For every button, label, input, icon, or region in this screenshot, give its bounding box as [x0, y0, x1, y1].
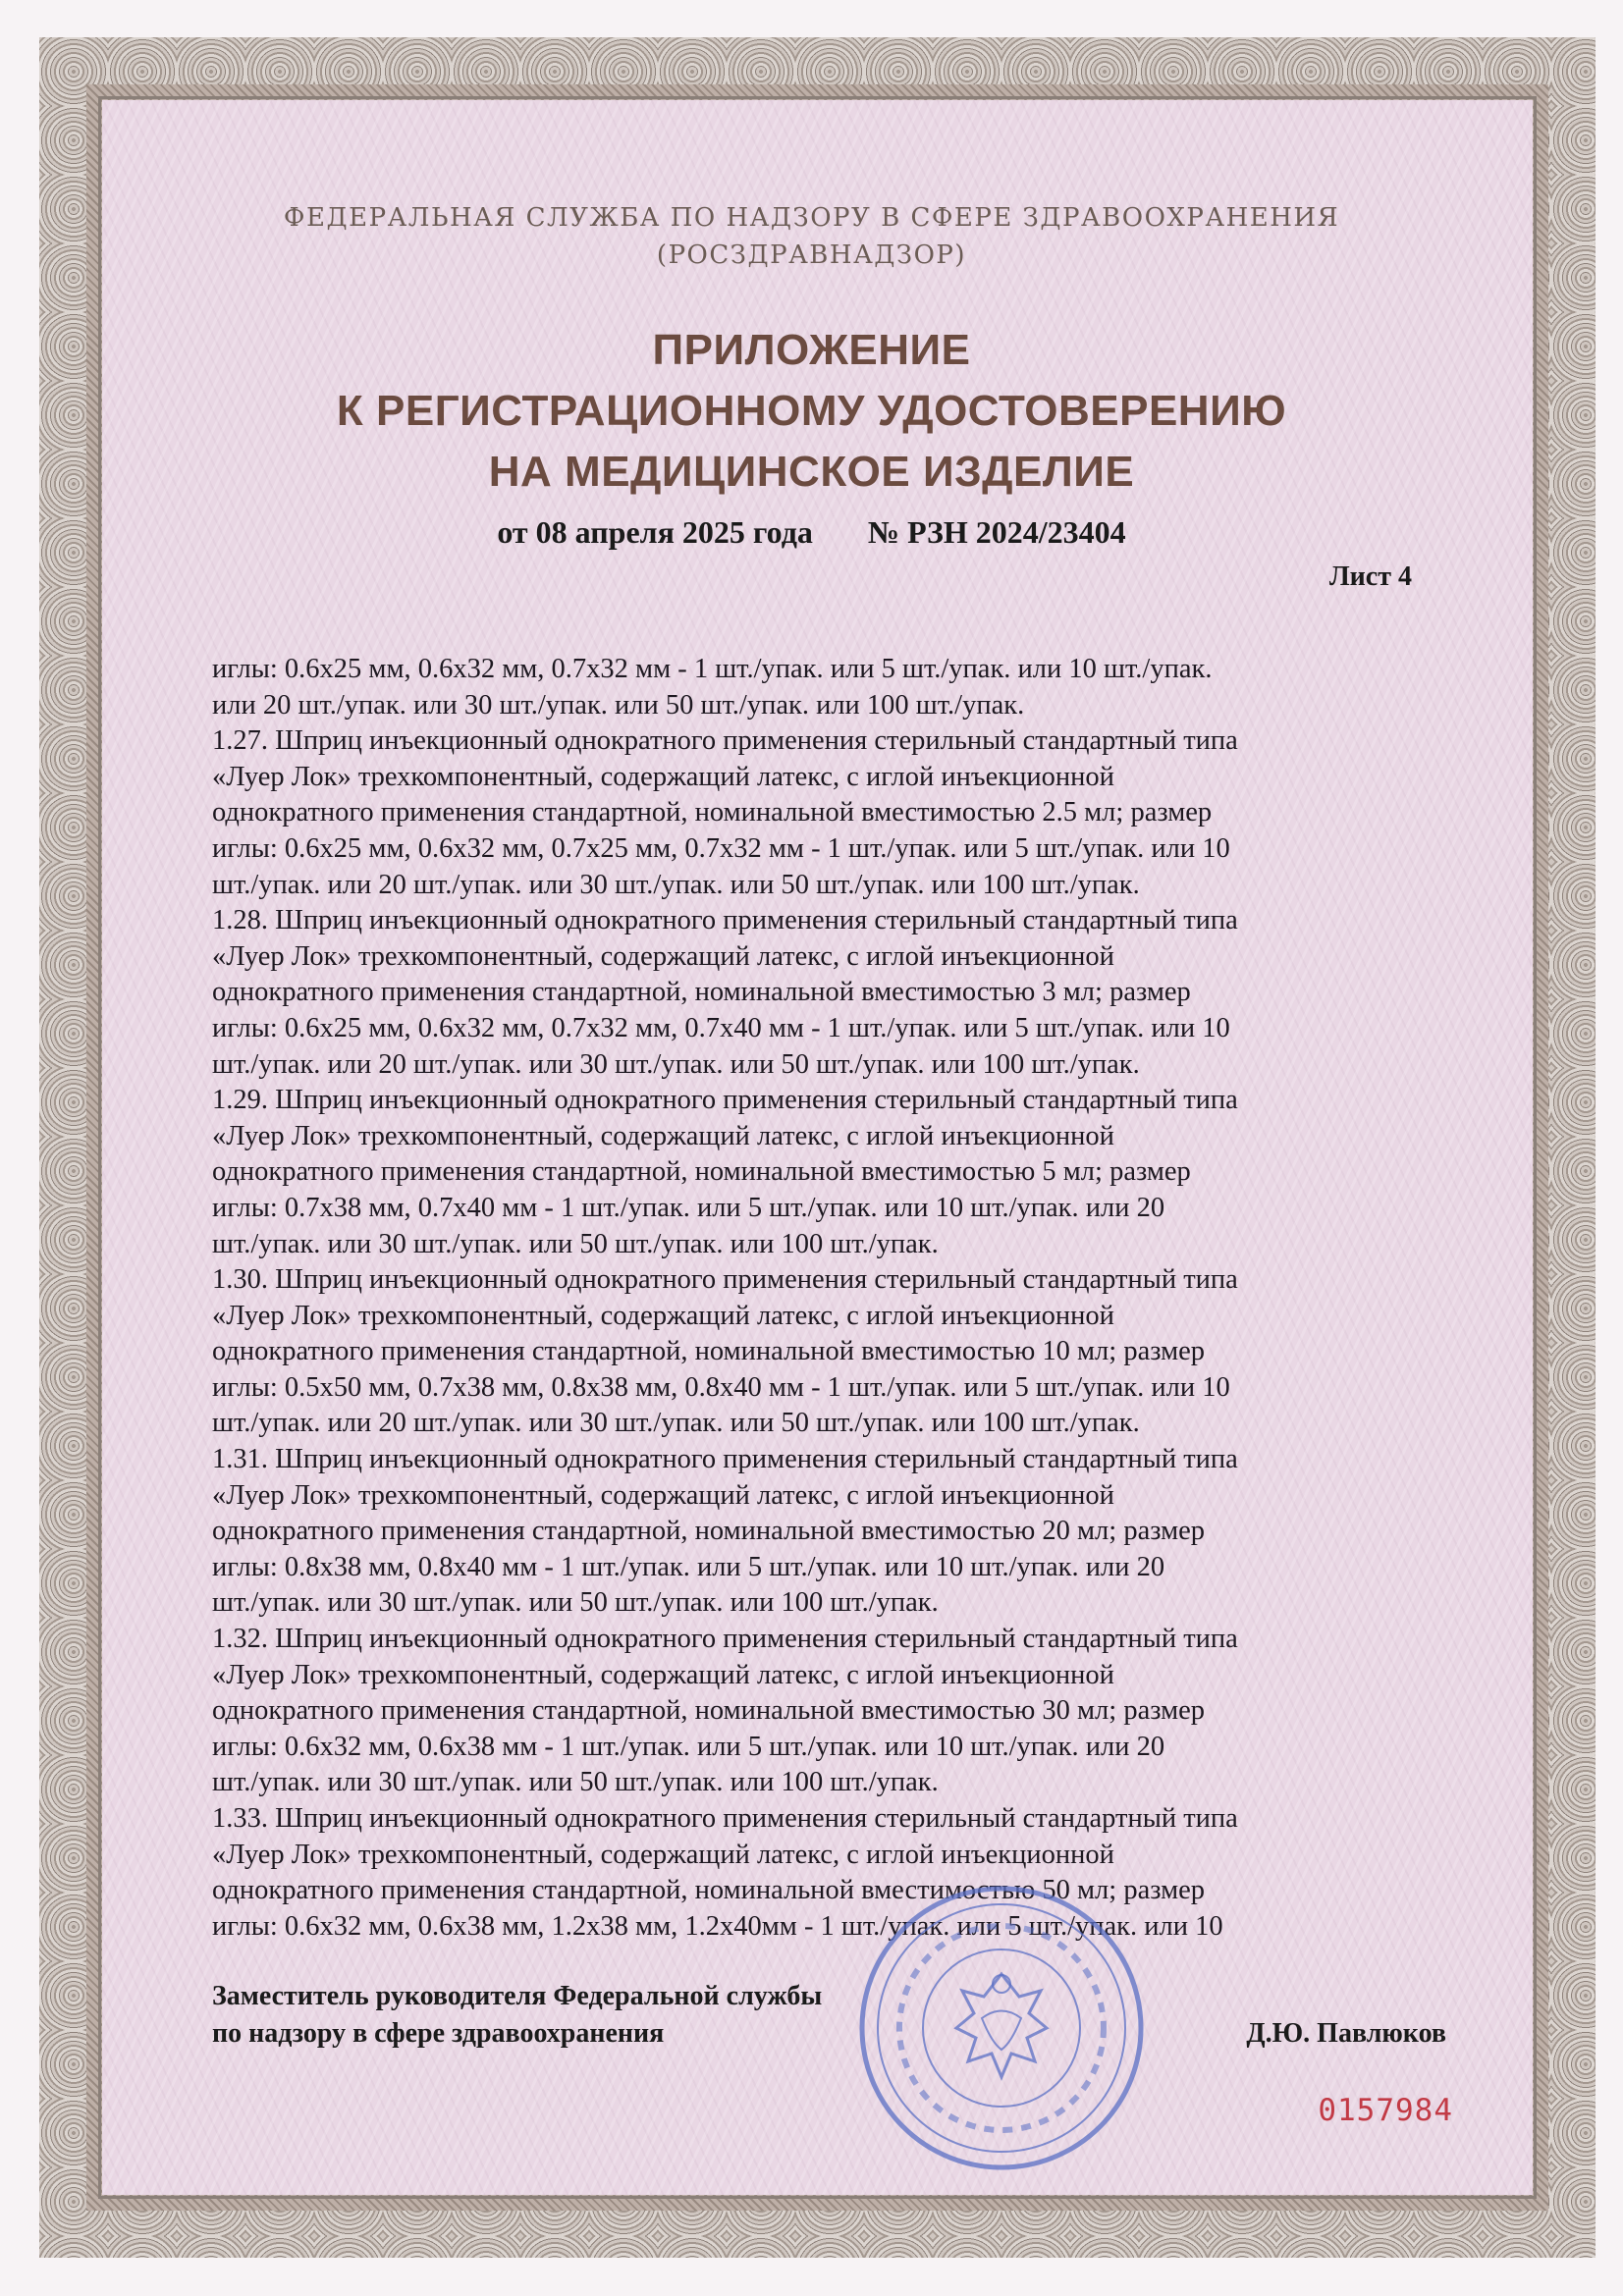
body-line: «Луер Лок» трехкомпонентный, содержащий латекс, с иглой инъекционной	[212, 1300, 1114, 1331]
seal-stamp-icon	[854, 1881, 1149, 2175]
body-line: иглы: 0.8х38 мм, 0.8х40 мм - 1 шт./упак. или 5 шт./упак. или 10 шт./упак. или 20	[212, 1551, 1165, 1582]
body-line: однократного применения стандартной, номинальной вместимостью 20 мл; размер	[212, 1516, 1206, 1547]
body-line: «Луер Лок» трехкомпонентный, содержащий латекс, с иглой инъекционной	[212, 1839, 1114, 1870]
registration-number: № РЗН 2024/23404	[867, 514, 1126, 550]
signer-title-line-2: по надзору в сфере здравоохранения	[212, 2018, 665, 2049]
body-line: «Луер Лок» трехкомпонентный, содержащий латекс, с иглой инъекционной	[212, 1120, 1114, 1151]
serial-number: 0157984	[1318, 2093, 1453, 2128]
agency-abbreviation: (РОСЗДРАВНАДЗОР)	[656, 240, 967, 270]
body-line: 1.33. Шприц инъекционный однократного применения стерильный стандартный типа	[212, 1803, 1238, 1834]
body-line: 1.27. Шприц инъекционный однократного применения стерильный стандартный типа	[212, 725, 1238, 757]
body-line: 1.31. Шприц инъекционный однократного применения стерильный стандартный типа	[212, 1444, 1238, 1475]
body-line: «Луер Лок» трехкомпонентный, содержащий латекс, с иглой инъекционной	[212, 1479, 1114, 1511]
body-line: 1.29. Шприц инъекционный однократного применения стерильный стандартный типа	[212, 1085, 1238, 1116]
body-line: однократного применения стандартной, номинальной вместимостью 30 мл; размер	[212, 1695, 1206, 1727]
body-line: «Луер Лок» трехкомпонентный, содержащий латекс, с иглой инъекционной	[212, 940, 1114, 972]
body-line: или 20 шт./упак. или 30 шт./упак. или 50 шт./упак. или 100 шт./упак.	[212, 689, 1025, 721]
body-line: 1.32. Шприц инъекционный однократного применения стерильный стандартный типа	[212, 1624, 1238, 1655]
body-line: шт./упак. или 20 шт./упак. или 30 шт./упак. или 50 шт./упак. или 100 шт./упак.	[212, 1408, 1140, 1439]
agency-name: ФЕДЕРАЛЬНАЯ СЛУЖБА ПО НАДЗОРУ В СФЕРЕ ЗДРАВООХРАНЕНИЯ	[283, 203, 1340, 233]
body-line: шт./упак. или 30 шт./упак. или 50 шт./упак. или 100 шт./упак.	[212, 1767, 939, 1798]
body-line: 1.30. Шприц инъекционный однократного применения стерильный стандартный типа	[212, 1264, 1238, 1296]
body-line: иглы: 0.6х25 мм, 0.6х32 мм, 0.7х32 мм - 1 шт./упак. или 5 шт./упак. или 10 шт./упак.	[212, 654, 1213, 684]
signer-title-line-1: Заместитель руководителя Федеральной службы	[212, 1981, 823, 2011]
document-title-line-1: ПРИЛОЖЕНИЕ	[652, 326, 971, 374]
document-title-line-3: НА МЕДИЦИНСКОЕ ИЗДЕЛИЕ	[488, 448, 1135, 496]
body-line: иглы: 0.6х25 мм, 0.6х32 мм, 0.7х25 мм, 0.7х32 мм - 1 шт./упак. или 5 шт./упак. или 10	[212, 832, 1230, 864]
body-line: шт./упак. или 30 шт./упак. или 50 шт./упак. или 100 шт./упак.	[212, 1228, 939, 1259]
body-line: иглы: 0.5х50 мм, 0.7х38 мм, 0.8х38 мм, 0.8х40 мм - 1 шт./упак. или 5 шт./упак. или 10	[212, 1371, 1230, 1403]
sheet-number: Лист 4	[1328, 561, 1412, 592]
body-line: «Луер Лок» трехкомпонентный, содержащий латекс, с иглой инъекционной	[212, 761, 1114, 792]
body-line: иглы: 0.6х32 мм, 0.6х38 мм - 1 шт./упак. или 5 шт./упак. или 10 шт./упак. или 20	[212, 1731, 1165, 1762]
signer-title	[212, 1978, 822, 2053]
body-line: иглы: 0.6х32 мм, 0.6х38 мм, 1.2х38 мм, 1.2х40мм - 1 шт./упак. или 5 шт./упак. или 10	[212, 1910, 1223, 1942]
registration-date: от 08 апреля 2025 года	[497, 514, 813, 550]
body-line: иглы: 0.6х25 мм, 0.6х32 мм, 0.7х32 мм, 0.7х40 мм - 1 шт./упак. или 5 шт./упак. или 10	[212, 1012, 1230, 1043]
body-line: иглы: 0.7х38 мм, 0.7х40 мм - 1 шт./упак. или 5 шт./упак. или 10 шт./упак. или 20	[212, 1192, 1165, 1223]
signer-name: Д.Ю. Павлюков	[1246, 2018, 1446, 2049]
body-line: однократного применения стандартной, номинальной вместимостью 2.5 мл; размер	[212, 797, 1213, 828]
body-line: однократного применения стандартной, номинальной вместимостью 10 мл; размер	[212, 1336, 1206, 1367]
body-line: шт./упак. или 20 шт./упак. или 30 шт./упак. или 50 шт./упак. или 100 шт./упак.	[212, 1048, 1140, 1080]
body-line: однократного применения стандартной, номинальной вместимостью 50 мл; размер	[212, 1875, 1206, 1906]
body-line: однократного применения стандартной, номинальной вместимостью 3 мл; размер	[212, 977, 1191, 1008]
body-line: шт./упак. или 30 шт./упак. или 50 шт./упак. или 100 шт./упак.	[212, 1587, 939, 1619]
body-line: однократного применения стандартной, номинальной вместимостью 5 мл; размер	[212, 1156, 1191, 1188]
body-line: шт./упак. или 20 шт./упак. или 30 шт./упак. или 50 шт./упак. или 100 шт./упак.	[212, 869, 1140, 900]
body-line: 1.28. Шприц инъекционный однократного применения стерильный стандартный типа	[212, 905, 1238, 936]
body-line: «Луер Лок» трехкомпонентный, содержащий латекс, с иглой инъекционной	[212, 1659, 1114, 1690]
document-title-line-2: К РЕГИСТРАЦИОННОМУ УДОСТОВЕРЕНИЮ	[336, 387, 1287, 435]
body-text	[212, 652, 1420, 1945]
registration-line	[0, 514, 1623, 551]
